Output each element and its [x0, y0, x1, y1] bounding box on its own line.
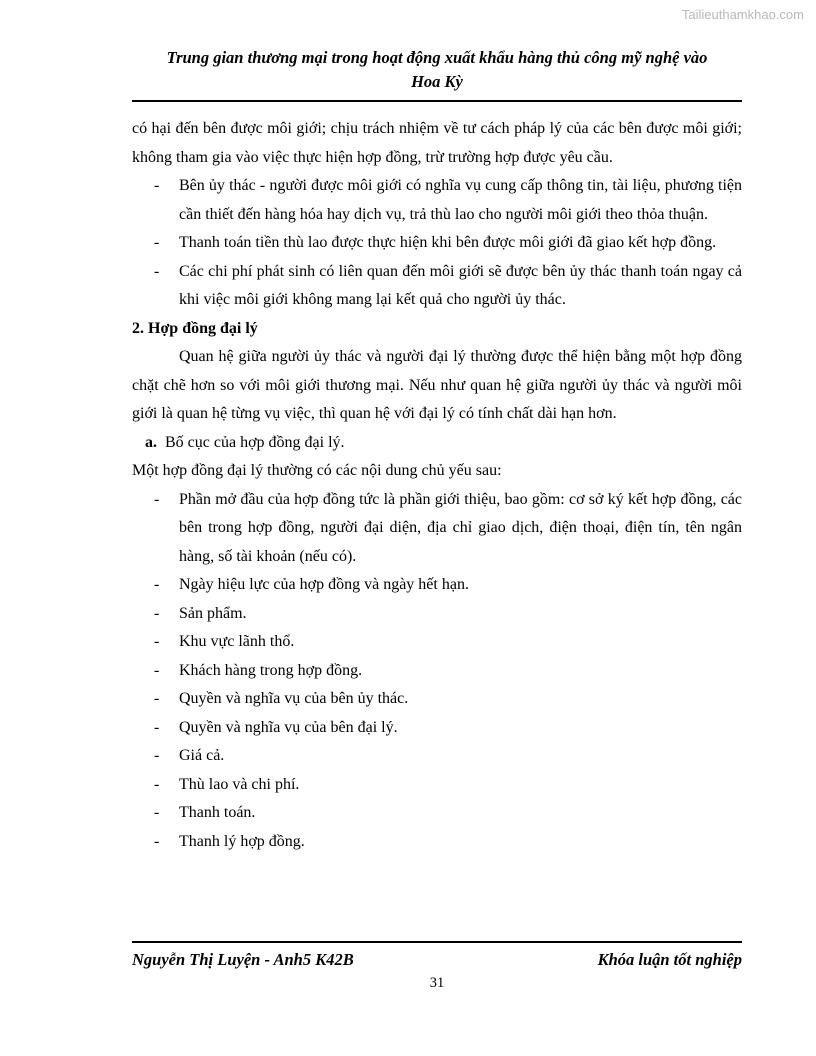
dash-marker: -	[154, 775, 160, 793]
list-item-text: Khu vực lãnh thổ.	[179, 633, 295, 650]
page-footer	[132, 941, 742, 992]
dash-marker: -	[154, 661, 160, 679]
footer-row	[132, 943, 742, 970]
dash-marker: -	[154, 832, 160, 850]
list-item	[132, 657, 742, 686]
dash-marker: -	[154, 490, 160, 508]
dash-marker: -	[154, 690, 160, 707]
footer-author: Nguyễn Thị Luyện - Anh5 K42B	[132, 950, 354, 969]
dash-marker: -	[154, 234, 160, 251]
dash-marker: -	[154, 718, 160, 736]
dash-marker: -	[154, 633, 160, 650]
document-title-line2: Hoa Kỳ	[411, 72, 463, 91]
list-item-text: Thanh lý hợp đồng.	[179, 832, 305, 850]
document-body	[132, 115, 742, 856]
list-item-text: Bên ủy thác - người được môi giới có nghĩa vụ cung cấp thông tin, tài liệu, phương tiện cần thiết đến hàng hóa hay dịch vụ, trả thù lao cho người môi giới theo thỏa thuận.	[179, 177, 742, 223]
dash-marker: -	[154, 747, 160, 764]
list-item	[132, 258, 742, 315]
list-item	[132, 685, 742, 714]
paragraph-lead-in: Một hợp đồng đại lý thường có các nội dung chủ yếu sau:	[132, 462, 502, 479]
dash-marker: -	[154, 576, 160, 593]
list-item	[132, 229, 742, 258]
list-item	[132, 742, 742, 771]
paragraph-continuation: có hại đến bên được môi giới; chịu trách nhiệm về tư cách pháp lý của các bên được môi giới; không tham gia vào việc thực hiện hợp đồng, trừ trường hợp được yêu cầu.	[132, 120, 742, 166]
list-item-text: Giá cả.	[179, 747, 225, 764]
watermark: Tailieuthamkhao.com	[681, 7, 804, 22]
list-item	[132, 172, 742, 229]
dash-marker: -	[154, 262, 160, 280]
list-item-text: Khách hàng trong hợp đồng.	[179, 661, 363, 679]
list-item	[132, 628, 742, 657]
section-heading: 2. Hợp đồng đại lý	[132, 319, 258, 337]
list-item-text: Quyền và nghĩa vụ của bên ủy thác.	[179, 690, 409, 707]
list-item	[132, 714, 742, 743]
dash-marker: -	[154, 604, 160, 622]
list-item-text: Thanh toán.	[179, 804, 256, 821]
list-item	[132, 771, 742, 800]
list-item-text: Ngày hiệu lực của hợp đồng và ngày hết hạn.	[179, 576, 469, 593]
page-number: 31	[429, 975, 445, 991]
header-rule	[132, 100, 742, 102]
document-title-line1: Trung gian thương mại trong hoạt động xuất khẩu hàng thủ công mỹ nghệ vào	[166, 48, 708, 67]
sub-item-label: a.	[145, 433, 157, 451]
dash-marker: -	[154, 804, 160, 821]
list-item	[132, 486, 742, 572]
list-item	[132, 571, 742, 600]
list-item-text: Sản phẩm.	[179, 604, 247, 622]
list-item	[132, 799, 742, 828]
sub-item-text: Bố cục của hợp đồng đại lý.	[165, 433, 345, 451]
list-item	[132, 600, 742, 629]
dash-marker: -	[154, 177, 160, 194]
paragraph: Quan hệ giữa người ủy thác và người đại lý thường được thể hiện bằng một hợp đồng chặt chẽ hơn so với môi giới thương mại. Nếu như quan hệ giữa người ủy thác và người môi giới là quan hệ từng vụ việc, thì quan hệ với đại lý có tính chất dài hạn hơn.	[132, 348, 742, 422]
list-item-text: Các chi phí phát sinh có liên quan đến môi giới sẽ được bên ủy thác thanh toán ngay cả khi việc môi giới không mang lại kết quả cho người ủy thác.	[179, 262, 742, 308]
list-item	[132, 828, 742, 857]
page-header	[132, 0, 742, 94]
list-item-text: Thanh toán tiền thù lao được thực hiện khi bên được môi giới đã giao kết hợp đồng.	[179, 234, 717, 251]
list-item-text: Quyền và nghĩa vụ của bên đại lý.	[179, 718, 398, 736]
sub-item-a	[132, 429, 742, 458]
list-item-text: Thù lao và chi phí.	[179, 775, 300, 793]
document-title	[132, 46, 742, 94]
footer-doc-type: Khóa luận tốt nghiệp	[597, 950, 742, 969]
list-item-text: Phần mở đầu của hợp đồng tức là phần giới thiệu, bao gồm: cơ sở ký kết hợp đồng, các bên trong hợp đồng, người đại diện, địa chỉ giao dịch, điện thoại, điện tín, tên ngân hàng, số tài khoản (nếu có).	[179, 490, 742, 565]
